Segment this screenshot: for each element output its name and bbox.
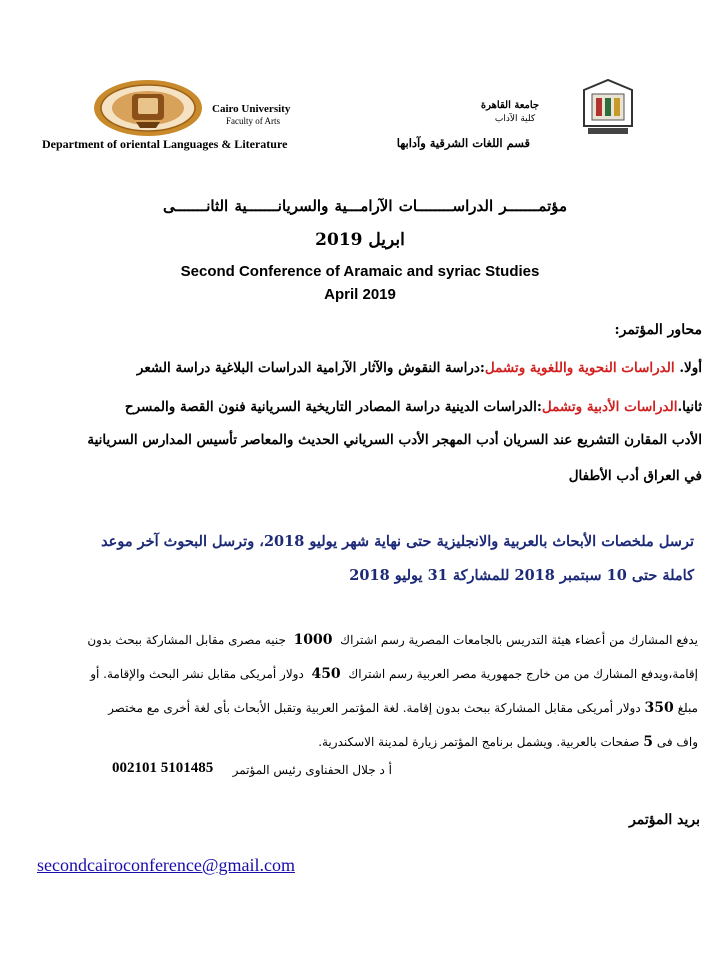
fee-text: واف فى bbox=[656, 735, 698, 749]
cairo-university-logo bbox=[578, 76, 638, 138]
fee-text: صفحات بالعربية. ويشمل برنامج المؤتمر زيارة لمدينة الاسكندرية. bbox=[318, 735, 640, 749]
axes-heading: محاور المؤتمر: bbox=[614, 322, 702, 338]
fee-text: مبلغ bbox=[677, 701, 698, 715]
faculty-name-ar: كلية الآداب bbox=[494, 114, 536, 124]
fee-line-4 bbox=[18, 734, 698, 750]
fee-line-3 bbox=[18, 700, 698, 716]
fee-text: دولار أمريكى مقابل نشر البحث والإقامة. أو bbox=[90, 667, 304, 681]
axis-second-highlight: الدراسات الأدبية وتشمل bbox=[541, 399, 678, 415]
faculty-name-en: Faculty of Arts bbox=[226, 116, 280, 126]
conference-date-ar: ابريل 2019 bbox=[315, 230, 405, 250]
fee-text: جنيه مصرى مقابل المشاركة ببحث بدون bbox=[87, 633, 286, 647]
fee-text: يدفع المشارك من أعضاء هيئة التدريس بالجامعات المصرية رسم اشتراك bbox=[340, 633, 698, 647]
fee-amount: 350 bbox=[644, 700, 674, 716]
axis-second-continued: الأدب المقارن التشريع عند السريان أدب المهجر الأدب السرياني الحديث والمعاصر تأسيس المدارس السريانية bbox=[87, 432, 702, 448]
deadline-line-2: كاملة حتى 10 سبتمبر 2018 للمشاركة 31 يوليو 2018 bbox=[349, 567, 694, 584]
conference-email-link[interactable]: secondcairoconference@gmail.com bbox=[37, 855, 295, 875]
deadline-line-1: ترسل ملخصات الأبحاث بالعربية والانجليزية حتى نهاية شهر يوليو 2018، وترسل البحوث آخر موعد bbox=[101, 533, 694, 550]
fee-line-2 bbox=[18, 666, 698, 682]
mail-heading: بريد المؤتمر bbox=[629, 812, 700, 828]
fee-line-1 bbox=[18, 632, 698, 648]
axis-first-highlight: الدراسات النحوية واللغوية وتشمل bbox=[484, 360, 680, 376]
department-name-ar: قسم اللغات الشرقية وآدابها bbox=[396, 136, 530, 150]
conference-title-en: Second Conference of Aramaic and syriac Studies bbox=[180, 263, 540, 280]
axis-second-text: :الدراسات الدينية دراسة المصادر التاريخية السريانية فنون القصة والمسرح bbox=[124, 399, 542, 415]
university-name-en: Cairo University bbox=[212, 103, 291, 115]
axis-first-prefix: أولا. bbox=[679, 360, 702, 376]
conference-title-ar: مؤتمـــــــر الدراســــــــات الآرامـــية والسريانـــــــية الثانـــــــى bbox=[162, 197, 568, 215]
axis-second bbox=[18, 399, 702, 415]
axis-first bbox=[18, 360, 702, 376]
university-name-ar: جامعة القاهرة bbox=[480, 100, 540, 111]
department-name-en: Department of oriental Languages & Literature bbox=[42, 137, 288, 151]
conference-president-signature: أ د جلال الحفناوى رئيس المؤتمر bbox=[232, 763, 392, 777]
conference-date-en: April 2019 bbox=[324, 286, 396, 303]
axis-first-text: :دراسة النقوش والآثار الآرامية الدراسات البلاغية دراسة الشعر bbox=[136, 360, 485, 376]
phone-number: 002101 5101485 bbox=[112, 760, 214, 776]
fee-amount: 5 bbox=[643, 734, 654, 750]
fee-amount: 1000 bbox=[293, 632, 333, 648]
axis-second-prefix: ثانيا. bbox=[677, 399, 702, 415]
fee-text: إقامة،ويدفع المشارك من من خارج جمهورية مصر العربية رسم اشتراك bbox=[348, 667, 698, 681]
faculty-of-arts-logo bbox=[92, 78, 204, 138]
axis-second-end: في العراق أدب الأطفال bbox=[568, 468, 702, 484]
fee-text: دولار أمريكى مقابل المشاركة ببحث بدون إقامة. لغة المؤتمر العربية وتقبل الأبحاث بأى لغة أخرى مع مختصر bbox=[108, 701, 641, 715]
fee-amount: 450 bbox=[311, 666, 341, 682]
